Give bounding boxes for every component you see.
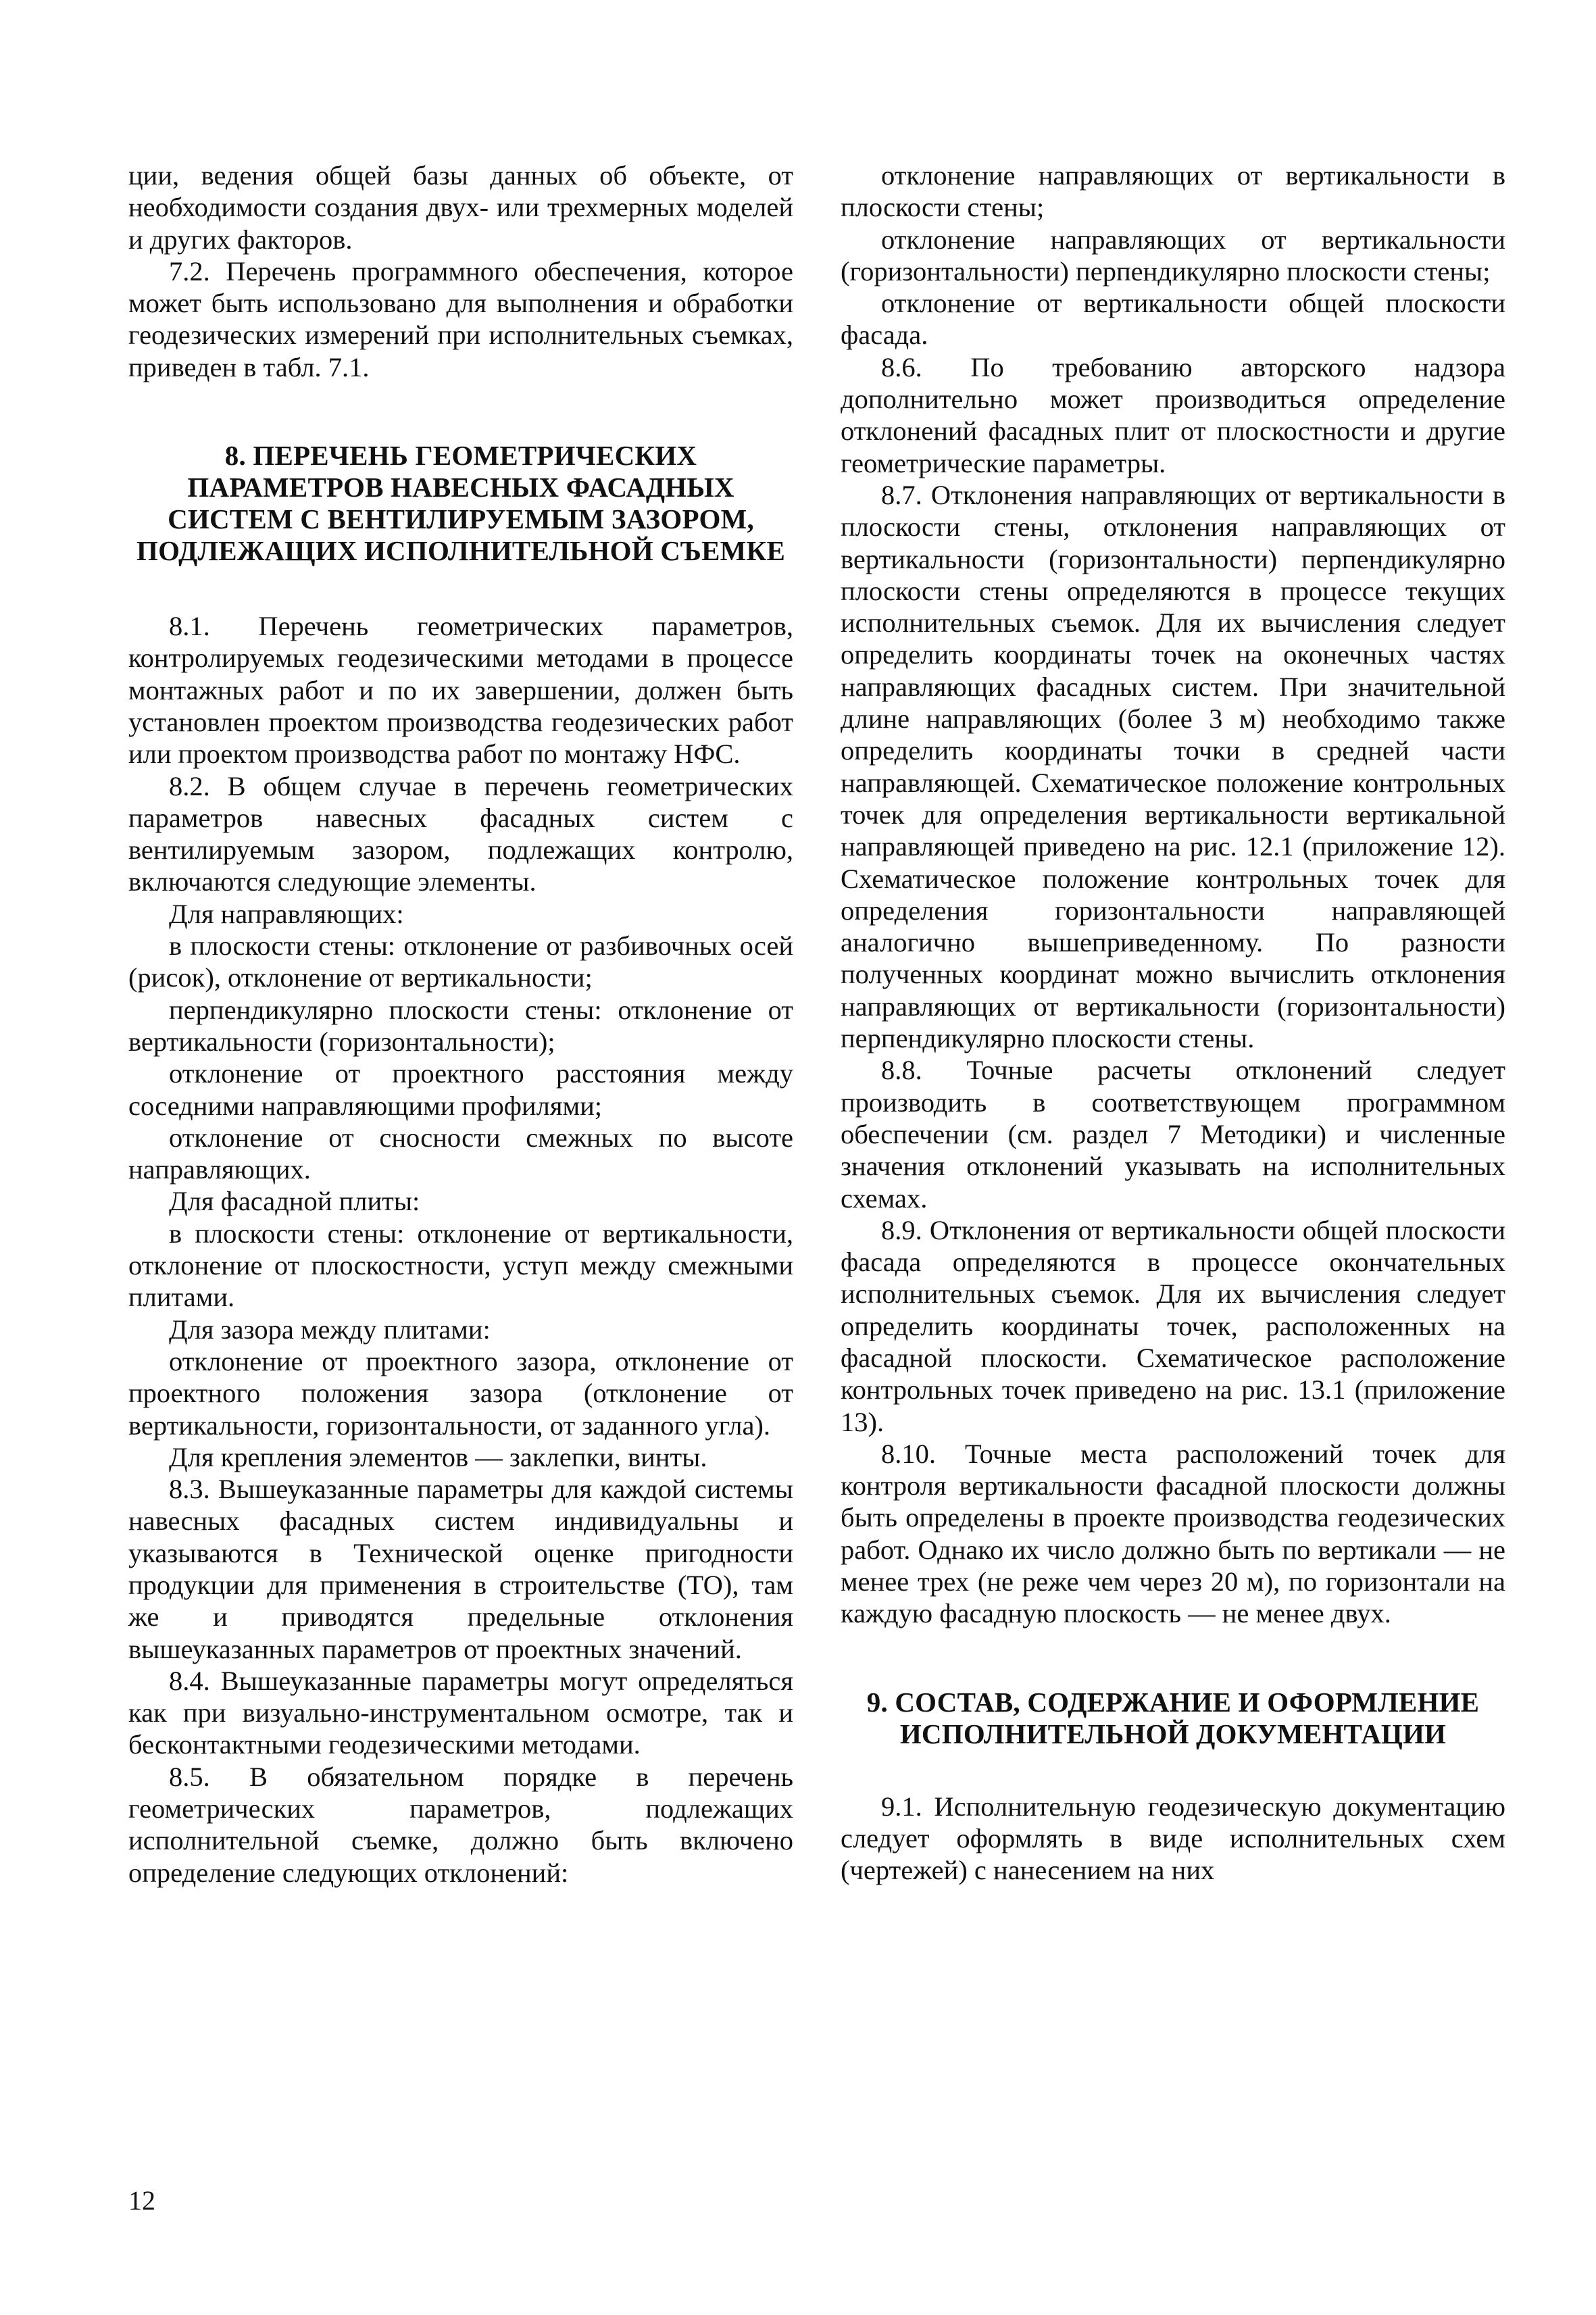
guides-heading: Для направляющих: [169,898,404,929]
deviation-item-3: отклонение от вертикальности общей плоскости фасада. [841,288,1505,351]
plate-heading: Для фасадной плиты: [169,1186,420,1217]
right-column [841,159,1505,1887]
paragraph-8-9: 8.9. Отклонения от вертикальности общей плоскости фасада определяются в процессе окончательных исполнительных съемок. Для их вычисления следует определить координаты точек, расположенных на фасадной плоскости. Схематическое расположение контрольных точек приведено на рис. 13.1 (приложение 13). [841,1214,1505,1437]
paragraph-8-4: 8.4. Вышеуказанные параметры могут определяться как при визуально-инструментальном осмотре, так и бесконтактными геодезическими методами. [128,1665,793,1760]
section-9-title: 9. СОСТАВ, СОДЕРЖАНИЕ И ОФОРМЛЕНИЕ ИСПОЛНИТЕЛЬНОЙ ДОКУМЕНТАЦИИ [866,1686,1480,1749]
gap-heading: Для зазора между плитами: [169,1314,491,1345]
paragraph-8-1: 8.1. Перечень геометрических параметров, контролируемых геодезическими методами в процессе монтажных работ и по их завершении, должен быть установлен проектом производства геодезических работ или проектом производства работ по монтажу НФС. [128,611,793,770]
guides-item-1: в плоскости стены: отклонение от разбивочных осей (рисок), отклонение от вертикальности; [128,930,793,993]
paragraph-8-2: 8.2. В общем случае в перечень геометрических параметров навесных фасадных систем с вентилируемым зазором, подлежащих контролю, включаются следующие элементы. [128,770,793,897]
deviation-item-2: отклонение направляющих от вертикальности (горизонтальности) перпендикулярно плоскости стены; [841,224,1505,287]
deviation-item-1: отклонение направляющих от вертикальности в плоскости стены; [841,160,1505,223]
guides-item-3: отклонение от проектного расстояния между соседними направляющими профилями; [128,1058,793,1121]
guides-item-4: отклонение от сносности смежных по высоте направляющих. [128,1122,793,1185]
intro-paragraph: ции, ведения общей базы данных об объекте, от необходимости создания двух- или трехмерных моделей и других факторов. [128,160,793,255]
guides-item-2: перпендикулярно плоскости стены: отклонение от вертикальности (горизонтальности); [128,994,793,1057]
paragraph-9-1: 9.1. Исполнительную геодезическую документацию следует оформлять в виде исполнительных схем (чертежей) с нанесением на них [841,1791,1505,1886]
fasteners-line: Для крепления элементов — заклепки, винты. [169,1441,707,1472]
paragraph-8-7: 8.7. Отклонения направляющих от вертикальности в плоскости стены, отклонения направляющих от вертикальности (горизонтальности) перпендикулярно плоскости стены определяются в процессе текущих исполнительных съемок. Для их вычисления следует определить координаты точек на оконечных частях направляющих фасадных систем. При значительной длине направляющих (более 3 м) необходимо также определить координаты точки в средней части направляющей. Схематическое положение контрольных точек для определения вертикальности вертикальной направляющей приведено на рис. 12.1 (приложение 12). Схематическое положение контрольных точек для определения горизонтальности направляющей аналогично вышеприведенному. По разности полученных координат можно вычислить отклонения направляющих от вертикальности (горизонтальности) перпендикулярно плоскости стены. [841,479,1505,1054]
paragraph-8-3: 8.3. Вышеуказанные параметры для каждой системы навесных фасадных систем индивидуальны и указываются в Технической оценке пригодности продукции для применения в строительстве (ТО), там же и приводятся предельные отклонения вышеуказанных параметров от проектных значений. [128,1474,793,1664]
paragraph-8-6: 8.6. По требованию авторского надзора дополнительно может производиться определение отклонений фасадных плит от плоскостности и другие геометрические параметры. [841,351,1505,478]
paragraph-8-8: 8.8. Точные расчеты отклонений следует производить в соответствующем программном обеспечении (см. раздел 7 Методики) и численные значения отклонений указывать на исполнительных схемах. [841,1055,1505,1214]
gap-item-1: отклонение от проектного зазора, отклонение от проектного положения зазора (отклонение от вертикальности, горизонтальности, от заданного угла). [128,1345,793,1441]
plate-item-1: в плоскости стены: отклонение от вертикальности, отклонение от плоскостности, уступ между смежными плитами. [128,1218,793,1313]
page-number: 12 [128,2185,155,2216]
paragraph-8-10: 8.10. Точные места расположений точек для контроля вертикальности фасадной плоскости должны быть определены в проекте производства геодезических работ. Однако их число должно быть по вертикали — не менее трех (не реже чем через 20 м), по горизонтали на каждую фасадную плоскость — не менее двух. [841,1438,1505,1629]
paragraph-8-5: 8.5. В обязательном порядке в перечень геометрических параметров, подлежащих исполнительной съемке, должно быть включено определение следующих отклонений: [128,1761,793,1888]
paragraph-7-2: 7.2. Перечень программного обеспечения, которое может быть использовано для выполнения и обработки геодезических измерений при исполнительных съемках, приведен в табл. 7.1. [128,255,793,382]
left-column [128,159,793,1889]
section-8-title: 8. ПЕРЕЧЕНЬ ГЕОМЕТРИЧЕСКИХ ПАРАМЕТРОВ НАВЕСНЫХ ФАСАДНЫХ СИСТЕМ С ВЕНТИЛИРУЕМЫМ ЗАЗОРОМ, ПОДЛЕЖАЩИХ ИСПОЛНИТЕЛЬНОЙ СЪЕМКЕ [136,440,786,567]
